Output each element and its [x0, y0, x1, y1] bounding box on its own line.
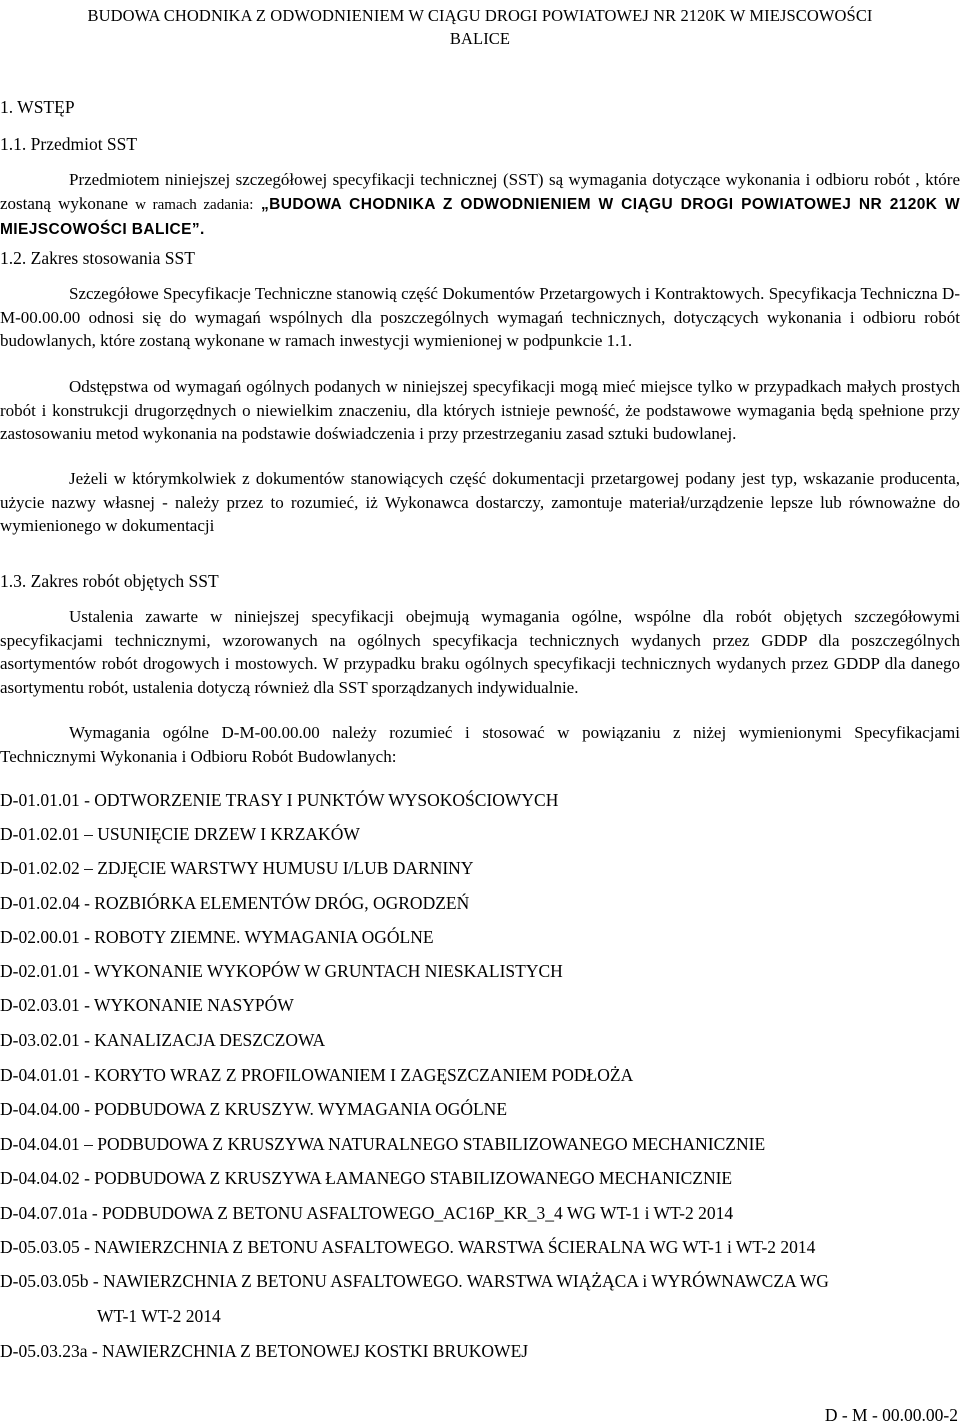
list-item: D-02.01.01 - WYKONANIE WYKOPÓW W GRUNTACH NIESKALISTYCH	[0, 961, 563, 981]
header-title-line-2: BALICE	[449, 29, 511, 48]
section-heading-1-2: 1.2. Zakres stosowania SST	[0, 248, 195, 268]
document-header	[0, 4, 960, 50]
list-item-continuation: WT-1 WT-2 2014	[97, 1306, 221, 1326]
list-item: D-01.01.01 - ODTWORZENIE TRASY I PUNKTÓW WYSOKOŚCIOWYCH	[0, 790, 559, 810]
list-item: D-01.02.01 – USUNIĘCIE DRZEW I KRZAKÓW	[0, 824, 360, 844]
paragraph-przedmiot-text: Przedmiotem niniejszej szczegółowej specyfikacji technicznej (SST) są wymagania dotyczące wykonania i odbioru robót , które zostaną wykonane	[0, 170, 960, 213]
list-item: D-04.01.01 - KORYTO WRAZ Z PROFILOWANIEM I ZAGĘSZCZANIEM PODŁOŻA	[0, 1065, 634, 1085]
list-item: D-02.03.01 - WYKONANIE NASYPÓW	[0, 995, 294, 1015]
paragraph-robot-2: Wymagania ogólne D-M-00.00.00 należy rozumieć i stosować w powiązaniu z niżej wymienionymi Specyfikacjami Technicznymi Wykonania i Odbioru Robót Budowlanych:	[0, 723, 960, 766]
page-footer-code: D - M - 00.00.00-2	[824, 1405, 958, 1425]
list-item: D-01.02.02 – ZDJĘCIE WARSTWY HUMUSU I/LUB DARNINY	[0, 858, 474, 878]
paragraph-zakres-3: Jeżeli w którymkolwiek z dokumentów stanowiących część dokumentacji przetargowej podany jest typ, wskazanie producenta, użycie nazwy własnej - należy przez to rozumieć, iż Wykonawca dostarczy, zamontuje materiał/urządzenie lepsze lub równoważne do wymienionego w dokumentacji	[0, 469, 960, 535]
list-item: D-04.04.01 – PODBUDOWA Z KRUSZYWA NATURALNEGO STABILIZOWANEGO MECHANICZNIE	[0, 1134, 766, 1154]
list-item: D-05.03.05b - NAWIERZCHNIA Z BETONU ASFALTOWEGO. WARSTWA WIĄŻĄCA i WYRÓWNAWCZA WG	[0, 1271, 829, 1291]
paragraph-zakres-1: Szczegółowe Specyfikacje Techniczne stanowią część Dokumentów Przetargowych i Kontraktowych. Specyfikacja Techniczna D-M-00.00.00 odnosi się do wymagań wspólnych dla poszczególnych wymagań technicznych, dotyczących wykonania i odbioru robót budowlanych, które zostaną wykonane w ramach inwestycji wymienionej w podpunkcie 1.1.	[0, 284, 960, 350]
list-item: D-03.02.01 - KANALIZACJA DESZCZOWA	[0, 1030, 326, 1050]
paragraph-robot-1: Ustalenia zawarte w niniejszej specyfikacji obejmują wymagania ogólne, wspólne dla robót objętych szczegółowymi specyfikacjami technicznymi, wzorowanych na ogólnych specyfikacja technicznych wydanych przez GDDP dla poszczególnych asortymentów robót drogowych i mostowych. W przypadku braku ogólnych specyfikacji technicznych wydanych przez GDDP dla danego asortymentu robót, ustalenia dotyczą również dla SST sporządzanych indywidualnie.	[0, 607, 960, 697]
paragraph-przedmiot-small: w ramach zadania:	[135, 196, 254, 213]
paragraph-przedmiot	[0, 168, 960, 242]
list-item: D-04.04.02 - PODBUDOWA Z KRUSZYWA ŁAMANEGO STABILIZOWANEGO MECHANICZNIE	[0, 1168, 733, 1188]
list-item: D-04.07.01a - PODBUDOWA Z BETONU ASFALTOWEGO_AC16P_KR_3_4 WG WT-1 i WT-2 2014	[0, 1203, 734, 1223]
section-heading-1-1: 1.1. Przedmiot SST	[0, 134, 138, 154]
section-heading-1-3: 1.3. Zakres robót objętych SST	[0, 571, 219, 591]
list-item: D-05.03.23a - NAWIERZCHNIA Z BETONOWEJ KOSTKI BRUKOWEJ	[0, 1341, 529, 1361]
header-title-line-1: BUDOWA CHODNIKA Z ODWODNIENIEM W CIĄGU DROGI POWIATOWEJ NR 2120K W MIEJSCOWOŚCI	[87, 6, 873, 25]
list-item: D-05.03.05 - NAWIERZCHNIA Z BETONU ASFALTOWEGO. WARSTWA ŚCIERALNA WG WT-1 i WT-2 2014	[0, 1237, 816, 1257]
paragraph-zakres-2: Odstępstwa od wymagań ogólnych podanych w niniejszej specyfikacji mogą mieć miejsce tylko w przypadkach małych prostych robót i konstrukcji drugorzędnych o niewielkim znaczeniu, dla których istnieje pewność, że podstawowe wymagania będą spełnione przy zastosowaniu metod wykonania na podstawie doświadczenia i przy przestrzeganiu zasad sztuki budowlanej.	[0, 377, 960, 443]
list-item: D-01.02.04 - ROZBIÓRKA ELEMENTÓW DRÓG, OGRODZEŃ	[0, 893, 470, 913]
list-item: D-02.00.01 - ROBOTY ZIEMNE. WYMAGANIA OGÓLNE	[0, 927, 434, 947]
paragraph-przedmiot-task-name: „BUDOWA CHODNIKA Z ODWODNIENIEM W CIĄGU DROGI POWIATOWEJ NR 2120K W MIEJSCOWOŚCI BALICE”.	[0, 195, 960, 238]
section-heading-wstep: 1. WSTĘP	[0, 97, 75, 117]
list-item: D-04.04.00 - PODBUDOWA Z KRUSZYW. WYMAGANIA OGÓLNE	[0, 1099, 508, 1119]
